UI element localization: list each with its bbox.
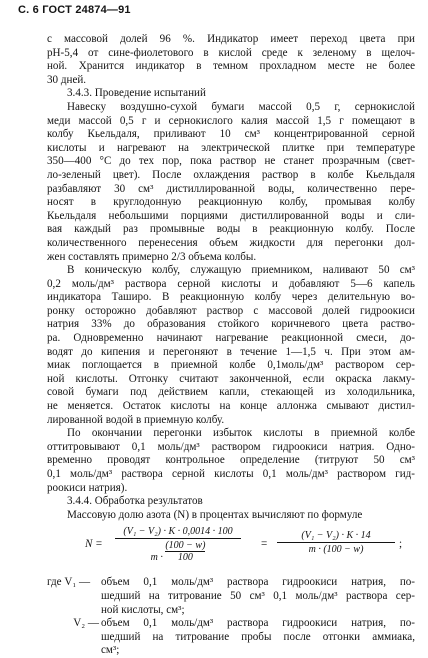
- text-line: индикатора Таширо. В реакционную колбу через делительную во-: [47, 291, 415, 304]
- text-line: с массовой долей 96 %. Индикатор имеет переход цвета при: [47, 33, 415, 45]
- text-line: Навеску воздушно-сухой бумаги массой 0,5 г, сернокислой: [67, 100, 415, 113]
- text-line: объем 0,1 моль/дм³ раствора гидроокиси натрия, по-: [101, 617, 415, 630]
- section-heading-3-4-3: 3.4.3. Проведение испытаний: [67, 87, 206, 100]
- fraction-2-bar: [277, 542, 395, 543]
- text-line: ной. Хранится индикатор в темном прохладном месте не более: [47, 60, 415, 73]
- text-line: количественного перенесения объем жидкости для перегонки дол-: [47, 236, 415, 249]
- text-line: 0,1 моль/дм³ раствора серной кислоты 0,1 моль/дм³ раствором гид-: [47, 468, 415, 480]
- fraction-1-inner: [165, 540, 205, 563]
- text-line: водят до кипения и перегоняют в течение 1—1,5 ч. При этом ам-: [47, 345, 415, 358]
- text-line: лированной водой в приемную колбу.: [47, 413, 225, 426]
- text-line: ной кислоты, см³;: [101, 603, 185, 616]
- definition-label: где V₁ —: [47, 576, 91, 589]
- text-line: натрия 33% до образования стойкого коричневого цвета раство-: [47, 318, 415, 331]
- document-body: [47, 33, 415, 658]
- fraction-2-denominator: m · (100 − w): [308, 544, 364, 556]
- text-line: ло-зеленый цвет). После охлаждения раствор в колбе Кьельдаля: [47, 168, 415, 181]
- text-line: рН-5,4 от сине-фиолетового в кислой среде к зеленому в щелоч-: [47, 46, 415, 59]
- paragraph-procedure: [47, 101, 415, 264]
- text-line: ронку осторожно добавляют раствор с массовой долей гидроокиси: [47, 304, 415, 317]
- text-line: вая каждый раз промывные воды в реакционную колбу. После: [47, 223, 415, 236]
- text-line: оттитровывают 0,1 моль/дм³ раствором гидроокиси натрия. Одно-: [47, 440, 415, 453]
- text-line: объем 0,1 моль/дм³ раствора гидроокиси натрия, по-: [101, 576, 415, 589]
- text-line: жен составлять примерно 2/3 объема колбы.: [47, 250, 257, 263]
- formula-fraction-2: [277, 530, 395, 555]
- text-line: совой бумаги под действием капли, стекающей из холодильника,: [47, 386, 415, 399]
- definition-label: V₂ —: [73, 617, 99, 630]
- formula-lhs: N =: [85, 538, 103, 551]
- text-line: 30 дней.: [47, 73, 87, 86]
- fraction-2-numerator: (V₁ − V₂) · K · 14: [301, 530, 371, 542]
- inner-denominator: 100: [165, 551, 205, 563]
- nitrogen-formula: [47, 524, 415, 574]
- text-line: 350—400 °С до тех пор, пока раствор не станет прозрачным (свет-: [47, 155, 415, 168]
- text-line: см³;: [101, 644, 120, 657]
- formula-fraction-1: [115, 526, 241, 563]
- text-line: Кьельдаля небольшими порциями дистиллированной воды и сли-: [47, 209, 415, 222]
- text-line: В коническую колбу, служащую приемником, наливают 50 см³: [67, 264, 415, 277]
- fraction-1-numerator: (V₁ − V₂) · K · 0,0014 · 100: [123, 526, 233, 538]
- text-line: шедший на титрование 50 см³ 0,1 моль/дм³ раствора сер-: [101, 589, 415, 602]
- definition-v1: [47, 576, 415, 617]
- text-line: Массовую долю азота (N) в процентах вычисляют по формуле: [67, 508, 363, 521]
- formula-equals: =: [261, 538, 268, 551]
- text-line: временно проводят контрольное определение (титруют 50 см³: [47, 454, 415, 467]
- paragraph-titration: [47, 427, 415, 495]
- text-line: колбу Кьельдаля, приливают 10 см³ концентрированной серной: [47, 128, 415, 141]
- section-heading-3-4-4: 3.4.4. Обработка результатов: [67, 495, 203, 508]
- text-line: разбавляют 30 см³ дистиллированной воды, количественно пере-: [47, 182, 415, 195]
- paragraph-distillation: [47, 264, 415, 427]
- text-line: роокиси натрия).: [47, 481, 128, 494]
- paragraph-formula-intro: [47, 509, 415, 523]
- paragraph-indicator: [47, 33, 415, 87]
- text-line: шедший на титрование пробы после отгонки аммиака,: [101, 630, 415, 643]
- text-line: кислоты и нагревают на электрической плитке при температуре: [47, 141, 415, 154]
- inner-numerator: (100 − w): [165, 540, 206, 552]
- text-line: По окончании перегонки избыток кислоты в приемной колбе: [67, 427, 415, 440]
- text-line: не меняется. Остаток кислоты на конце аллонжа смывают дистил-: [47, 400, 415, 413]
- page-header: С. 6 ГОСТ 24874—91: [18, 4, 131, 16]
- text-line: носят в круглодонную реакционную колбу, промывая колбу: [47, 196, 415, 209]
- text-line: меди массой 0,5 г и сернокислого калия массой 1,5 г помещают в: [47, 114, 415, 127]
- text-line: миак поглощается в приемной колбе 0,1моль/дм³ раствором сер-: [47, 359, 415, 372]
- text-line: ра. Одновременно начинают нагревание реакционной смеси, до-: [47, 332, 415, 345]
- text-line: 0,2 моль/дм³ раствора серной кислоты и добавляют 5—6 капель: [47, 277, 415, 290]
- fraction-1-denominator: [115, 540, 241, 563]
- fraction-1-mass: m ·: [150, 552, 163, 564]
- formula-separator: ;: [399, 538, 403, 551]
- text-line: ной кислоты. Отгонку считают законченной, если окраска лакму-: [47, 372, 415, 385]
- definition-v2: [47, 617, 415, 658]
- fraction-1-bar: [115, 538, 241, 539]
